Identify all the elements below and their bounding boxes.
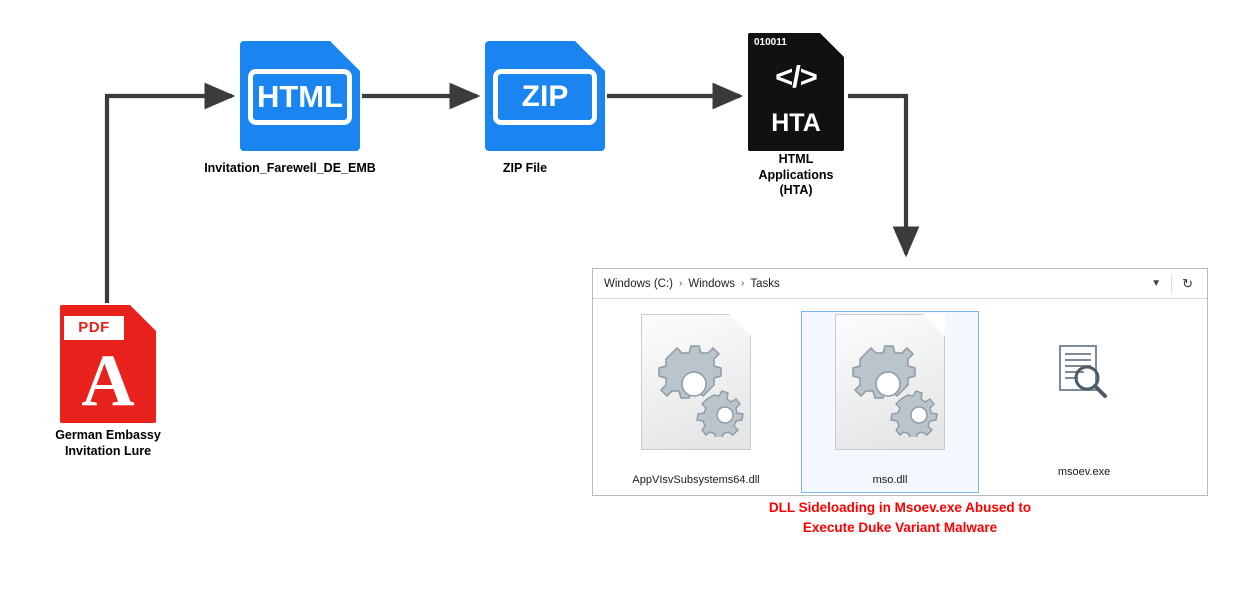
pdf-caption [18, 428, 198, 459]
html-tag-label: HTML [248, 69, 352, 125]
breadcrumb-separator-0: › [679, 278, 683, 289]
pdf-fold-corner [130, 305, 156, 331]
zip-caption: ZIP File [502, 161, 548, 175]
document-search-glyph [1030, 338, 1138, 418]
file-name-label: AppVIsvSubsystems64.dll [632, 474, 760, 486]
pdf-badge-label: PDF [64, 316, 124, 340]
hta-caption-line3: (HTA) [779, 183, 813, 198]
breadcrumb-separator-1: › [741, 278, 745, 289]
acrobat-glyph: A [81, 340, 135, 422]
hta-fold-corner [820, 33, 844, 57]
annotation-line2: Execute Duke Variant Malware [802, 519, 998, 535]
gears-glyph [836, 337, 944, 437]
gears-glyph [642, 337, 750, 437]
file-tile-msoev-exe[interactable] [995, 311, 1173, 493]
hta-file-icon [748, 33, 844, 151]
zip-fold-corner [575, 41, 605, 71]
file-list [593, 299, 1207, 493]
pdf-caption-line2: Invitation Lure [64, 443, 152, 458]
hta-caption-line1: HTML [778, 152, 814, 166]
binary-bits-label: 010011 [754, 37, 787, 48]
html-caption: Invitation_Farewell_DE_EMB [204, 161, 376, 175]
file-name-label: msoev.exe [1057, 466, 1111, 478]
breadcrumb-item-2[interactable]: Tasks [750, 277, 780, 290]
file-tile-mso-dll[interactable] [801, 311, 979, 493]
chevron-down-icon[interactable]: ▼ [1151, 278, 1162, 289]
pdf-file-icon [60, 305, 156, 423]
zip-file-icon [485, 41, 605, 151]
breadcrumb-item-1[interactable]: Windows [688, 277, 736, 290]
hta-label: HTA [771, 109, 821, 137]
html-fold-corner [330, 41, 360, 71]
pdf-caption-line1: German Embassy [55, 428, 161, 442]
html-file-icon [240, 41, 360, 151]
thumb-dogear [923, 314, 945, 336]
dll-gears-icon [641, 314, 751, 450]
file-tile-appvisvsubsystems64[interactable] [607, 311, 785, 493]
file-name-label: mso.dll [872, 474, 908, 486]
dll-gears-icon [835, 314, 945, 450]
annotation-warning [592, 498, 1208, 537]
exe-document-search-icon [1011, 312, 1157, 472]
annotation-line1: DLL Sideloading in Msoev.exe Abused to [768, 500, 1032, 515]
refresh-icon[interactable]: ↻ [1182, 275, 1193, 291]
hta-caption-line2: Applications [758, 167, 834, 182]
code-brackets-glyph: </> [775, 59, 817, 94]
zip-tag-label: ZIP [493, 69, 597, 125]
address-bar[interactable] [593, 269, 1207, 299]
hta-caption [706, 152, 886, 199]
file-explorer-window[interactable] [592, 268, 1208, 496]
breadcrumb-item-0[interactable]: Windows (C:) [604, 277, 674, 290]
thumb-dogear [729, 314, 751, 336]
